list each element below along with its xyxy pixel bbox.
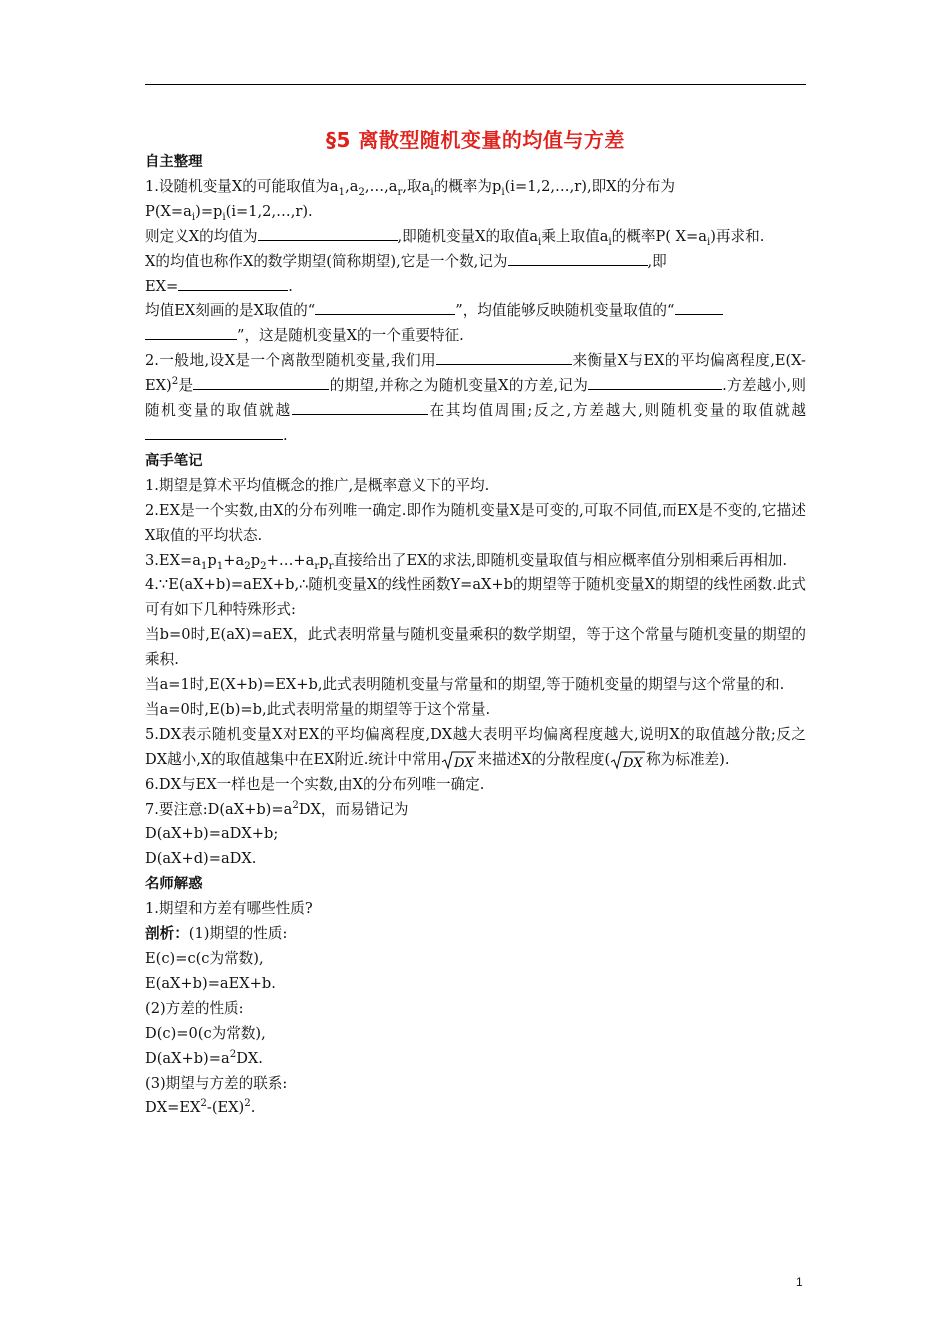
blank[interactable]	[588, 375, 660, 390]
paragraph: 均值EX刻画的是X取值的“ ”，均值能够反映随机变量取值的“	[145, 299, 806, 324]
blank[interactable]	[178, 276, 288, 291]
svg-text:DX: DX	[454, 755, 474, 771]
paragraph: (2)方差的性质:	[145, 999, 244, 1017]
blank[interactable]	[315, 300, 455, 315]
paragraph: 1.设随机变量X的可能取值为$a_1,a_2,\dots,a_r$,取$a_i$的概率为$p_i(i=1,2,\dots,r)$,即X的分布为	[145, 177, 675, 198]
paragraph: 剖析：(1)期望的性质:	[145, 925, 288, 943]
paragraph: E(c)=c(c为常数),	[145, 950, 264, 967]
paragraph: 1.期望和方差有哪些性质?	[145, 900, 313, 918]
page-title: §5 离散型随机变量的均值与方差	[326, 128, 625, 152]
paragraph: E(aX+b)=aEX+b.	[145, 974, 276, 992]
paragraph: EX= .	[145, 277, 293, 295]
blank[interactable]	[193, 375, 329, 390]
paragraph: 2.一般地,设X是一个离散型随机变量,我们用 来衡量X与EX的平均偏离程度$,E(X-EX)^2$是 的期望,并称之为随机变量X的方差,记为 .方差越小,则随机变量的取值就越 在其均值周围;反之,方差越大,则随机变量的取值就越.	[145, 352, 806, 444]
section-heading: 名师解惑	[145, 876, 203, 893]
paragraph: D(aX+b)=aDX+b;	[145, 825, 279, 843]
sqrt-symbol	[610, 749, 646, 771]
paragraph: $3.EX=a_1p_1+a_2p_2+\dots+a_rp_r$直接给出了EX的求法,即随机变量取值与相应概率值分别相乘后再相加.	[145, 551, 788, 572]
sqrt-symbol	[441, 749, 477, 771]
blank[interactable]	[145, 325, 237, 340]
paragraph: 4.∵E(aX+b)=aEX+b,∴随机变量X的线性函数Y=aX+b的期望等于随机变量X的期望的线性函数.此式可有如下几种特殊形式:	[145, 576, 806, 619]
blank[interactable]	[436, 350, 572, 365]
paragraph: 当b=0时,E(aX)=aEX，此式表明常量与随机变量乘积的数学期望，等于这个常量与随机变量的期望的乘积.	[145, 626, 806, 669]
analysis-label: 剖析：	[145, 925, 189, 943]
paragraph: 2.EX是一个实数,由X的分布列唯一确定.即作为随机变量X是可变的,可取不同值,而EX是不变的,它描述X取值的平均状态.	[145, 501, 806, 544]
paragraph: 7.要注意$:D(aX+b)=a^2DX$，而易错记为	[145, 799, 409, 818]
section-heading: 高手笔记	[145, 452, 203, 469]
blank[interactable]	[675, 300, 723, 315]
blank[interactable]	[508, 251, 648, 266]
paragraph: $P(X=a_i)=p_i(i=1,2,\dots,r)$.	[145, 202, 313, 223]
blank[interactable]	[660, 375, 722, 390]
paragraph: (3)期望与方差的联系:	[145, 1074, 288, 1092]
header-rule	[145, 84, 806, 85]
paragraph: ”，这是随机变量X的一个重要特征.	[145, 324, 806, 349]
paragraph: 5.DX表示随机变量X对EX的平均偏离程度,DX越大表明平均偏离程度越大,说明X的取值越分散;反之DX越小,X的取值越集中在EX附近.统计中常用 DX 来描述X的分散程度( DX 称为标准差).	[145, 725, 806, 771]
paragraph: 6.DX与EX一样也是一个实数,由X的分布列唯一确定.	[145, 775, 485, 793]
blank[interactable]	[258, 226, 398, 241]
section-heading: 自主整理	[145, 154, 203, 170]
paragraph: 1.期望是算术平均值概念的推广,是概率意义下的平均.	[145, 476, 490, 494]
content	[145, 150, 806, 1121]
paragraph: $D(aX+b)=a^2DX$.	[145, 1048, 263, 1067]
paragraph: D(aX+d)=aDX.	[145, 850, 257, 868]
paragraph: 当a=1时,E(X+b)=EX+b,此式表明随机变量与常量和的期望,等于随机变量的期望与这个常量的和.	[145, 676, 785, 694]
paragraph: D(c)=0(c为常数),	[145, 1024, 266, 1042]
svg-text:DX: DX	[623, 755, 643, 771]
blank[interactable]	[145, 425, 283, 440]
paragraph: $DX=EX^2-(EX)^2$.	[145, 1098, 256, 1117]
paragraph: 当a=0时,E(b)=b,此式表明常量的期望等于这个常量.	[145, 700, 491, 718]
paragraph: X的均值也称作X的数学期望(简称期望),它是一个数,记为 ,即	[145, 252, 667, 270]
page-number: 1	[796, 1275, 803, 1289]
blank[interactable]	[292, 400, 428, 415]
paragraph: 则定义X的均值为 ,即随机变量X的取值$a_i$乘上取值$a_i$的概率P( $X=a_i$)再求和.	[145, 227, 765, 248]
